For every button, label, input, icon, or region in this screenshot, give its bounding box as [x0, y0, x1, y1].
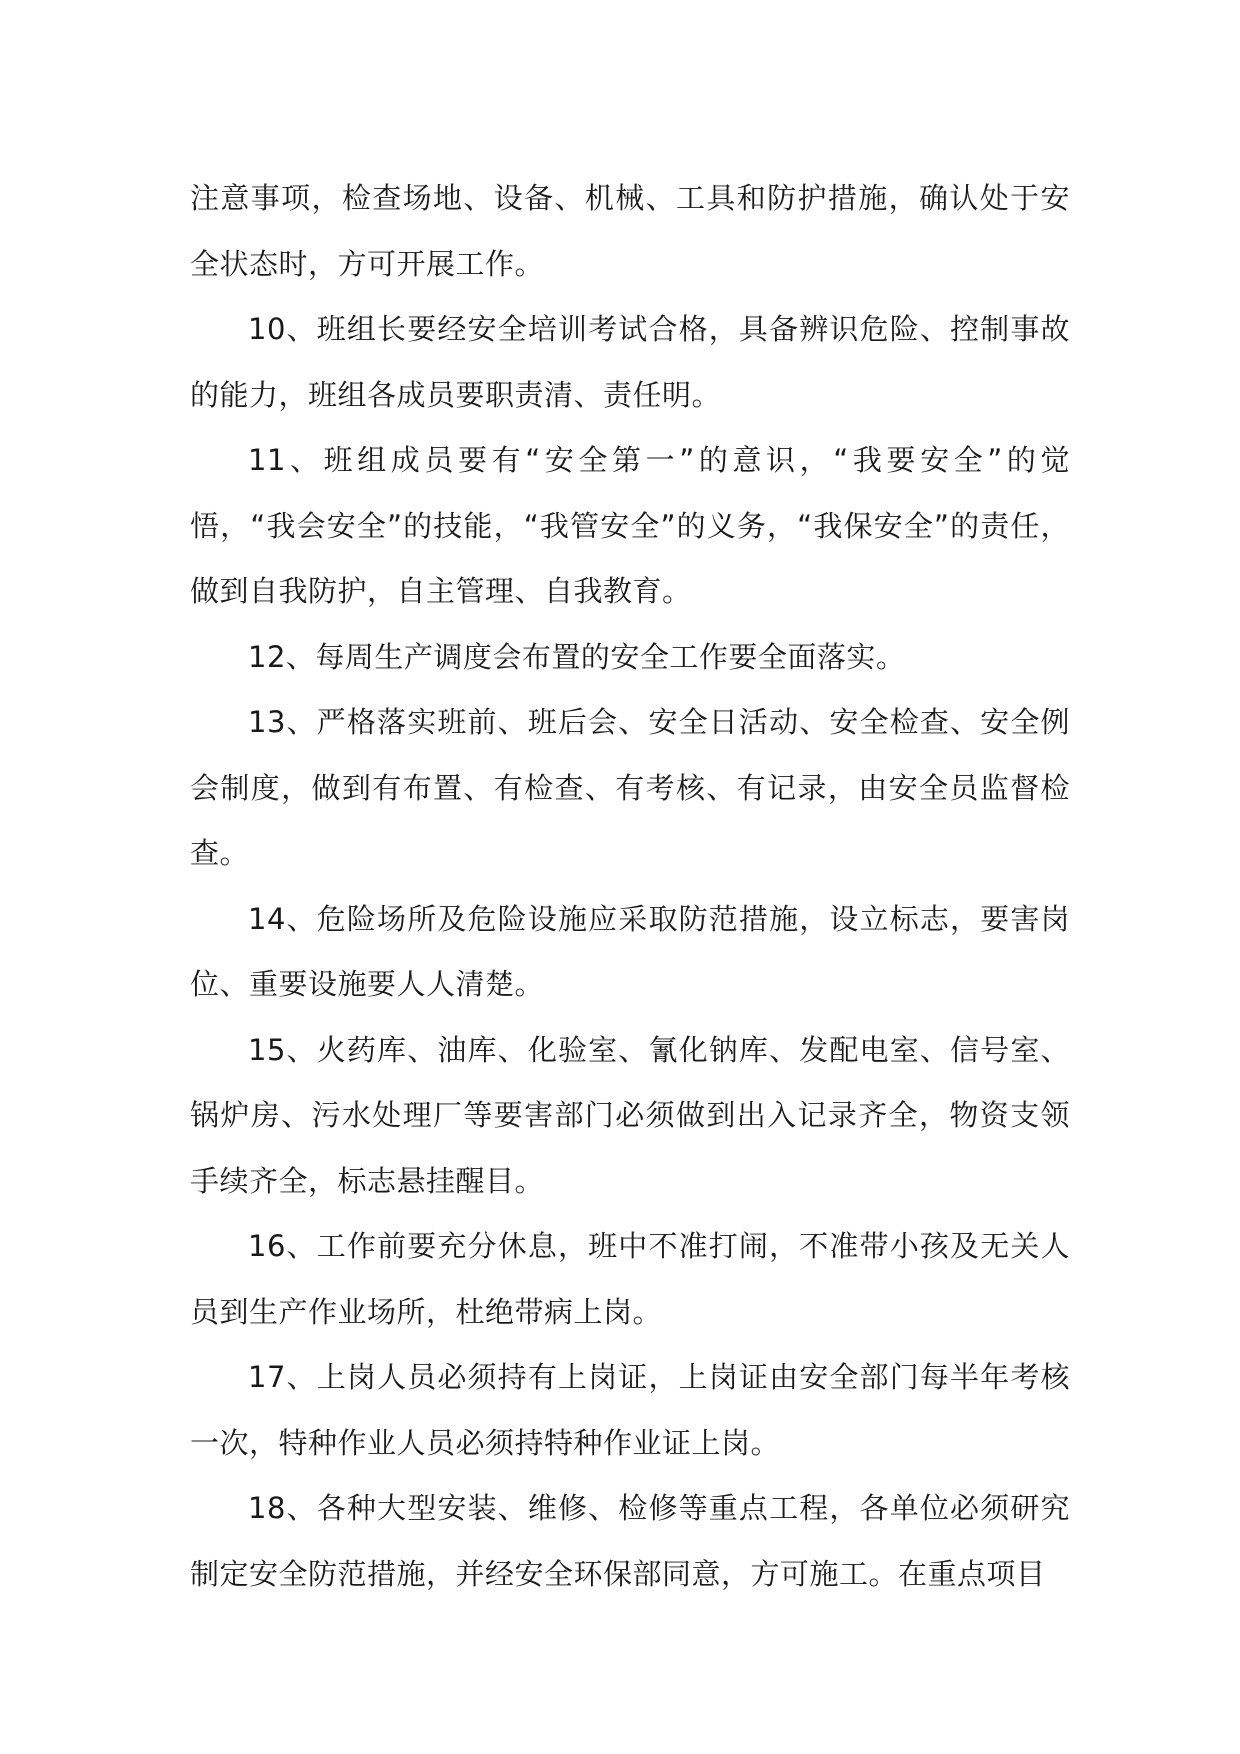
paragraph-item-14: 14、危险场所及危险设施应采取防范措施，设立标志，要害岗位、重要设施要人人清楚。: [190, 901, 1070, 1001]
paragraph-item-10: 10、班组长要经安全培训考试合格，具备辨识危险、控制事故的能力，班组各成员要职责清、责任明。: [190, 312, 1070, 412]
paragraph-item-16: 16、工作前要充分休息，班中不准打闹，不准带小孩及无关人员到生产作业场所，杜绝带病上岗。: [190, 1229, 1070, 1329]
paragraph-item-18: 18、各种大型安装、维修、检修等重点工程，各单位必须研究制定安全防范措施，并经安全环保部同意，方可施工。在重点项目: [190, 1491, 1070, 1591]
paragraph-item-11: 11、班组成员要有“安全第一”的意识，“我要安全”的觉悟，“我会安全”的技能，“我管安全”的义务，“我保安全”的责任，做到自我防护，自主管理、自我教育。: [190, 443, 1070, 608]
paragraph-item-13: 13、严格落实班前、班后会、安全日活动、安全检查、安全例会制度，做到有布置、有检查、有考核、有记录，由安全员监督检查。: [190, 705, 1070, 870]
paragraph-item-17: 17、上岗人员必须持有上岗证，上岗证由安全部门每半年考核一次，特种作业人员必须持特种作业证上岗。: [190, 1360, 1070, 1460]
document-body: [190, 166, 1070, 1607]
paragraph-continuation: 注意事项，检查场地、设备、机械、工具和防护措施，确认处于安全状态时，方可开展工作。: [190, 181, 1070, 281]
paragraph-item-15: 15、火药库、油库、化验室、氰化钠库、发配电室、信号室、锅炉房、污水处理厂等要害部门必须做到出入记录齐全，物资支领手续齐全，标志悬挂醒目。: [190, 1032, 1070, 1198]
paragraph-item-12: 12、每周生产调度会布置的安全工作要全面落实。: [248, 639, 906, 674]
